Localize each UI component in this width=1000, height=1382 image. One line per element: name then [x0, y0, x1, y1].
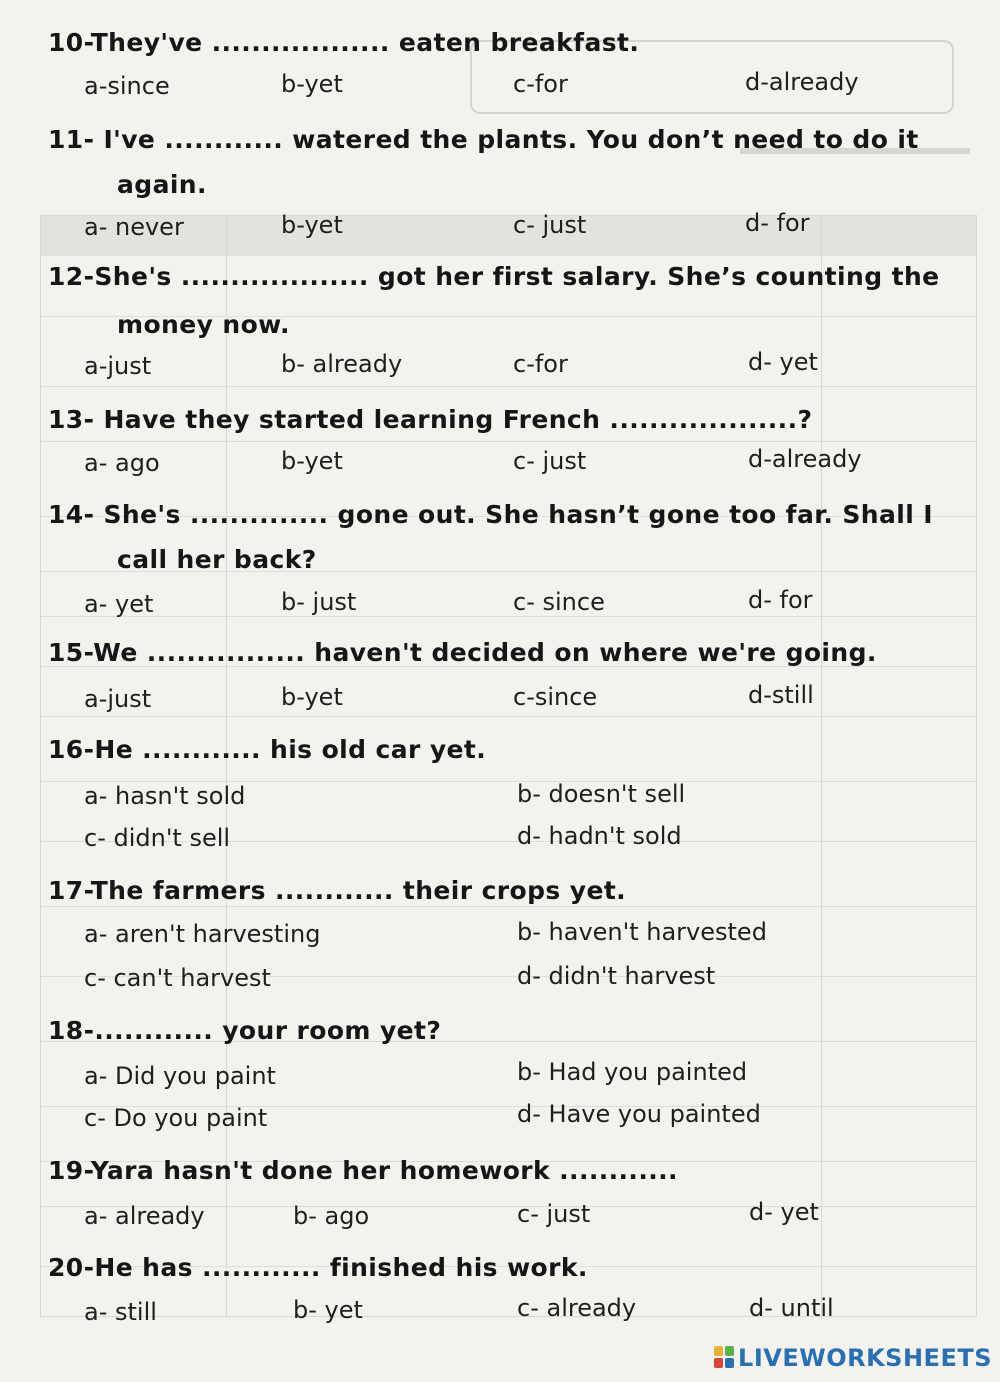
option-c: c- already [517, 1294, 637, 1322]
option-d: d- hadn't sold [517, 822, 682, 850]
option-c: c- just [513, 447, 587, 475]
option-c: c-since [513, 683, 598, 711]
question-18: 18-............ your room yet? [48, 1016, 442, 1045]
option-b: b-yet [281, 447, 343, 475]
question-19: 19-Yara hasn't done her homework ............ [48, 1156, 678, 1185]
option-c: c- can't harvest [84, 964, 271, 992]
question-17: 17-The farmers ............ their crops yet. [48, 876, 627, 905]
option-d: d- yet [749, 1198, 819, 1226]
question-13: 13- Have they started learning French ...................? [48, 405, 813, 434]
liveworksheets-logo[interactable] [714, 1344, 992, 1372]
option-c: c- since [513, 588, 605, 616]
option-a: a- yet [84, 590, 154, 618]
option-a: a- never [84, 213, 184, 241]
option-b: b- yet [293, 1296, 363, 1324]
option-d: d- yet [748, 348, 818, 376]
option-a: a- still [84, 1298, 157, 1326]
option-a: a-just [84, 352, 152, 380]
option-c: c- didn't sell [84, 824, 231, 852]
question-11-continued: again. [117, 170, 207, 199]
option-b: b- Had you painted [517, 1058, 748, 1086]
option-b: b- just [281, 588, 357, 616]
ghost-table [40, 215, 977, 1317]
question-16: 16-He ............ his old car yet. [48, 735, 487, 764]
option-c: c-for [513, 350, 568, 378]
ghost-table-row [41, 386, 976, 387]
option-a: a-since [84, 72, 170, 100]
ghost-table-row [41, 716, 976, 717]
option-b: b-yet [281, 211, 343, 239]
option-d: d-already [748, 445, 862, 473]
liveworksheets-logo-icon [714, 1346, 734, 1370]
option-d: d- Have you painted [517, 1100, 761, 1128]
option-c: c-for [513, 70, 568, 98]
option-d: d- didn't harvest [517, 962, 716, 990]
option-b: b-yet [281, 70, 343, 98]
question-20: 20-He has ............ finished his work. [48, 1253, 588, 1282]
option-c: c- just [513, 211, 587, 239]
question-12-continued: money now. [117, 310, 290, 339]
option-b: b- doesn't sell [517, 780, 686, 808]
option-a: a- hasn't sold [84, 782, 246, 810]
option-d: d- for [745, 209, 810, 237]
logo-text: LIVEWORKSHEETS [738, 1344, 992, 1372]
question-10: 10-They've .................. eaten breakfast. [48, 28, 640, 57]
option-d: d- for [748, 586, 813, 614]
ghost-table-row [41, 616, 976, 617]
option-d: d-already [745, 68, 859, 96]
option-b: b- already [281, 350, 403, 378]
option-a: a- Did you paint [84, 1062, 276, 1090]
option-b: b- ago [293, 1202, 370, 1230]
question-14-continued: call her back? [117, 545, 317, 574]
question-15: 15-We ................ haven't decided on where we're going. [48, 638, 877, 667]
option-a: a- aren't harvesting [84, 920, 321, 948]
ghost-table-row [41, 906, 976, 907]
option-c: c- Do you paint [84, 1104, 268, 1132]
option-b: b- haven't harvested [517, 918, 767, 946]
option-d: d-still [748, 681, 814, 709]
ghost-table-divider [226, 216, 227, 1316]
option-a: a-just [84, 685, 152, 713]
option-c: c- just [517, 1200, 591, 1228]
option-d: d- until [749, 1294, 834, 1322]
option-a: a- ago [84, 449, 160, 477]
ghost-table-divider [821, 216, 822, 1316]
question-11: 11- I've ............ watered the plants. You don’t need to do it [48, 125, 919, 154]
option-b: b-yet [281, 683, 343, 711]
option-a: a- already [84, 1202, 205, 1230]
ghost-table-row [41, 441, 976, 442]
question-12: 12-She's ................... got her first salary. She’s counting the [48, 262, 940, 291]
question-14: 14- She's .............. gone out. She hasn’t gone too far. Shall I [48, 500, 934, 529]
